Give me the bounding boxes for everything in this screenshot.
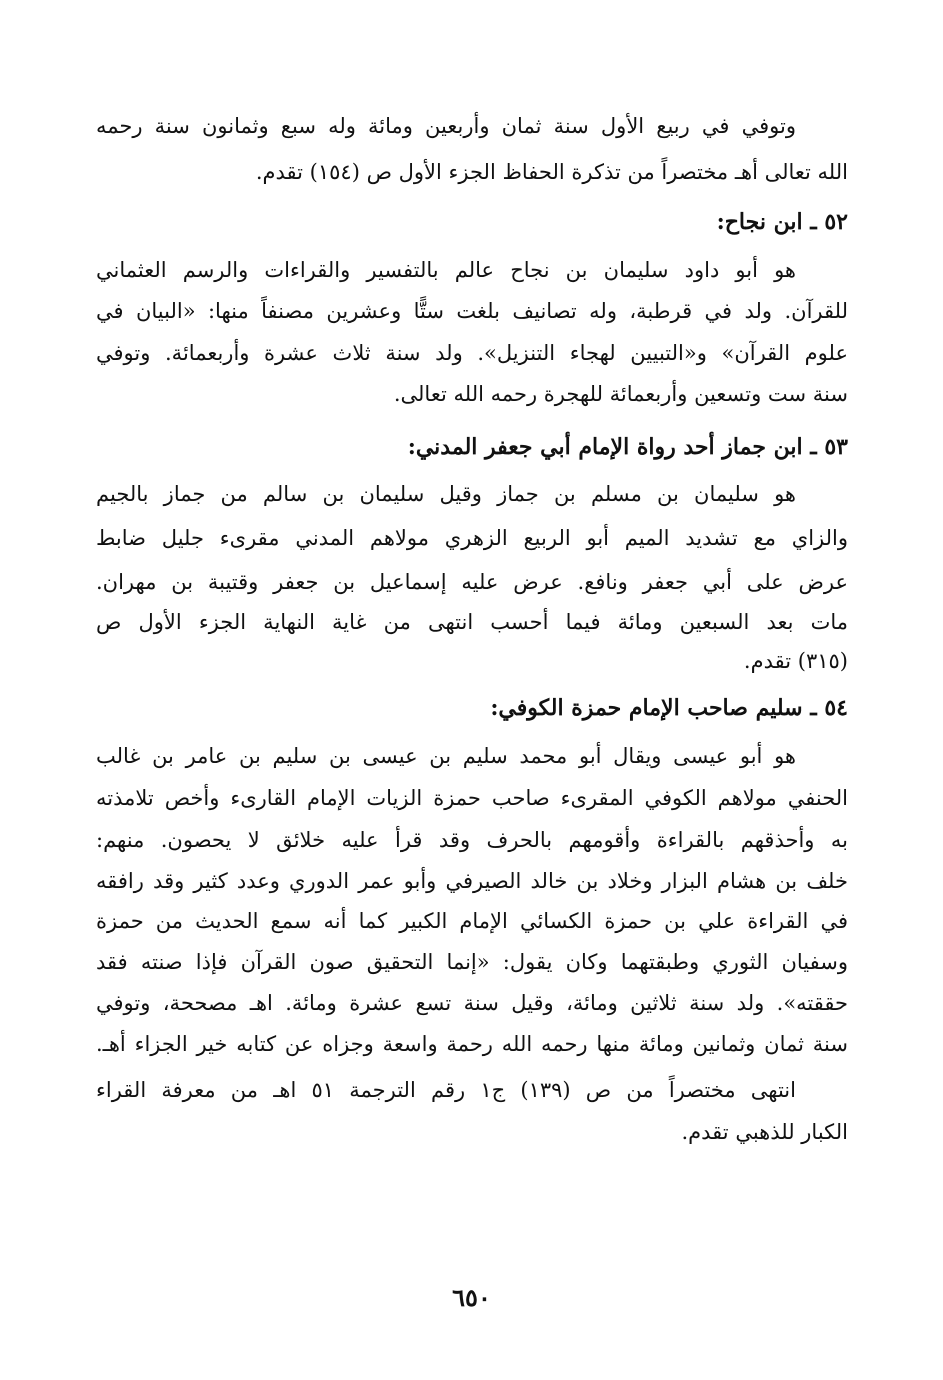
entry-54-line: سنة ثمان وثمانين ومائة منها رحمه الله رحمة واسعة وجزاه عن كتابه خير الجزاء أهـ. — [96, 1032, 848, 1056]
closing-line: الكبار للذهبي تقدم. — [681, 1120, 848, 1144]
entry-53-line: مات بعد السبعين ومائة فيما أحسب انتهى من غاية النهاية الجزء الأول ص — [96, 610, 848, 634]
entry-52-line: للقرآن. ولد في قرطبة، وله تصانيف بلغت ستًّا وعشرين مصنفاً منها: «البيان في — [96, 299, 848, 323]
entry-54-line: في القراءة علي بن حمزة الكسائي الإمام الكبير كما أنه سمع الحديث من حمزة — [96, 909, 848, 933]
entry-heading-52: ٥٢ ـ ابن نجاح: — [716, 209, 848, 235]
entry-heading-54: ٥٤ ـ سليم صاحب الإمام حمزة الكوفي: — [490, 695, 848, 721]
entry-54-line: هو أبو عيسى ويقال أبو محمد سليم بن عيسى بن سليم بن عامر بن غالب — [96, 744, 796, 768]
entry-52-line: سنة ست وتسعين وأربعمائة للهجرة رحمه الله تعالى. — [393, 382, 848, 406]
intro-line: الله تعالى أهـ مختصراً من تذكرة الحفاظ الجزء الأول ص (١٥٤) تقدم. — [255, 160, 848, 184]
entry-54-line: حققته». ولد سنة ثلاثين ومائة، وقيل سنة تسع عشرة ومائة. اهـ مصححة، وتوفي — [96, 991, 848, 1015]
page-number: ٦٥٠ — [452, 1283, 491, 1312]
entry-53-line: والزاي مع تشديد الميم أبو الربيع الزهري مولاهم المدني مقرىء جليل ضابط — [96, 526, 848, 550]
entry-53-line: هو سليمان بن مسلم بن جماز وقيل سليمان بن سالم من جماز بالجيم — [96, 482, 796, 506]
entry-52-line: هو أبو داود سليمان بن نجاح عالم بالتفسير والقراءات والرسم العثماني — [96, 258, 796, 282]
entry-52-line: علوم القرآن» و«التبيين لهجاء التنزيل». ولد سنة ثلاث عشرة وأربعمائة. وتوفي — [96, 341, 848, 365]
closing-line: انتهى مختصراً من ص (١٣٩) ج١ رقم الترجمة ٥١ اهـ من معرفة القراء — [96, 1078, 796, 1102]
entry-54-line: به وأحذقهم بالقراءة وأقومهم بالحرف وقد قرأ عليه خلائق لا يحصون. منهم: — [96, 828, 848, 852]
entry-54-line: الحنفي مولاهم الكوفي المقرىء صاحب حمزة الزيات الإمام القارىء وأخص تلامذته — [96, 786, 848, 810]
entry-heading-53: ٥٣ ـ ابن جماز أحد رواة الإمام أبي جعفر المدني: — [407, 434, 848, 460]
intro-line: وتوفي في ربيع الأول سنة ثمان وأربعين ومائة وله سبع وثمانون سنة رحمه — [96, 114, 796, 138]
entry-53-line: (٣١٥) تقدم. — [743, 649, 848, 673]
entry-54-line: وسفيان الثوري وطبقتهما وكان يقول: «إنما التحقيق صون القرآن فإذا صنته فقد — [96, 950, 848, 974]
entry-54-line: خلف بن هشام البزار وخلاد بن خالد الصيرفي وأبو عمر الدوري وعدد كثير وقد رافقه — [96, 869, 848, 893]
entry-53-line: عرض على أبي جعفر ونافع. عرض عليه إسماعيل بن جعفر وقتيبة بن مهران. — [96, 570, 848, 594]
